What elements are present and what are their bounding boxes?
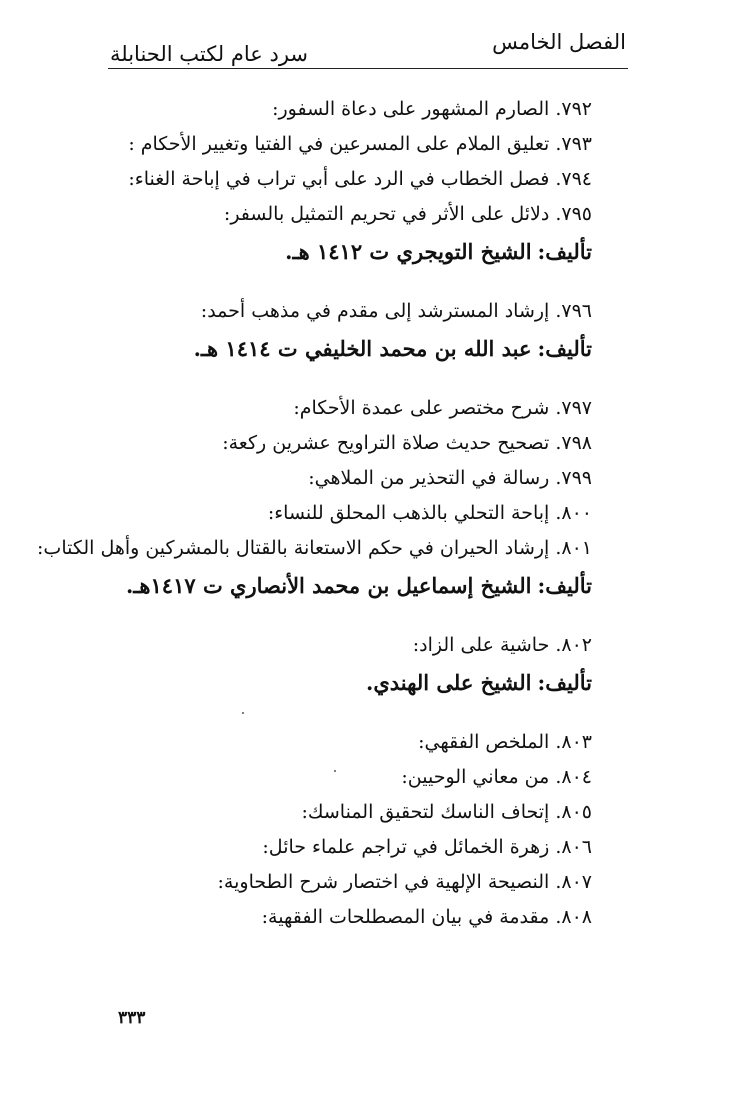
author-label: تأليف:	[537, 573, 592, 598]
item-title: زهرة الخمائل في تراجم علماء حائل:	[262, 836, 550, 858]
list-item	[112, 391, 592, 426]
item-number: ٧٩٨.	[555, 432, 592, 454]
item-number: ٧٩٢.	[555, 98, 592, 120]
list-item	[112, 496, 592, 531]
item-title: إرشاد الحيران في حكم الاستعانة بالقتال بالمشركين وأهل الكتاب:	[37, 537, 550, 559]
item-number: ٨٠٥.	[555, 801, 592, 823]
item-title: من معاني الوحيين:	[401, 766, 550, 788]
entry-group	[112, 725, 592, 935]
item-number: ٨٠٧.	[555, 871, 592, 893]
author-line	[112, 329, 592, 369]
running-header	[108, 28, 628, 69]
author-line	[112, 566, 592, 606]
list-item	[112, 127, 592, 162]
author-name: الشيخ على الهندي.	[366, 670, 532, 695]
list-item	[112, 760, 592, 795]
item-title: إباحة التحلي بالذهب المحلق للنساء:	[267, 502, 550, 524]
item-title: فصل الخطاب في الرد على أبي تراب في إباحة الغناء:	[128, 168, 550, 190]
item-number: ٧٩٩.	[555, 467, 592, 489]
item-number: ٧٩٥.	[555, 203, 592, 225]
author-name: الشيخ إسماعيل بن محمد الأنصاري ت ١٤١٧هـ.	[125, 573, 532, 598]
item-number: ٨٠٢.	[555, 634, 592, 656]
item-title: حاشية على الزاد:	[412, 634, 550, 656]
list-item	[112, 830, 592, 865]
item-title: إرشاد المسترشد إلى مقدم في مذهب أحمد:	[200, 300, 550, 322]
book-list	[37, 92, 592, 957]
list-item	[112, 628, 592, 663]
list-item	[112, 162, 592, 197]
item-number: ٧٩٣.	[555, 133, 592, 155]
item-title: النصيحة الإلهية في اختصار شرح الطحاوية:	[217, 871, 550, 893]
entry-group	[37, 391, 592, 606]
list-item	[112, 900, 592, 935]
author-line	[112, 232, 592, 272]
item-title: الملخص الفقهي:	[418, 731, 550, 753]
item-title: رسالة في التحذير من الملاهي:	[308, 467, 550, 489]
author-line	[112, 663, 592, 703]
author-label: تأليف:	[537, 670, 592, 695]
item-number: ٨٠٨.	[555, 906, 592, 928]
item-title: دلائل على الأثر في تحريم التمثيل بالسفر:	[223, 203, 550, 225]
entry-group	[112, 92, 592, 272]
item-title: تعليق الملام على المسرعين في الفتيا وتغيير الأحكام :	[128, 133, 550, 155]
list-item	[112, 294, 592, 329]
item-number: ٨٠٤.	[555, 766, 592, 788]
item-title: إتحاف الناسك لتحقيق المناسك:	[301, 801, 550, 823]
list-item	[112, 865, 592, 900]
page-number: ٣٣٣	[118, 1008, 146, 1028]
item-title: الصارم المشهور على دعاة السفور:	[272, 98, 550, 120]
author-name: عبد الله بن محمد الخليفي ت ١٤١٤ هـ.	[193, 336, 532, 361]
item-number: ٧٩٦.	[555, 300, 592, 322]
item-number: ٨٠٦.	[555, 836, 592, 858]
author-label: تأليف:	[537, 336, 592, 361]
item-title: شرح مختصر على عمدة الأحكام:	[293, 397, 550, 419]
item-title: مقدمة في بيان المصطلحات الفقهية:	[261, 906, 550, 928]
list-item	[112, 426, 592, 461]
list-item	[112, 92, 592, 127]
item-number: ٨٠١.	[555, 537, 592, 559]
author-label: تأليف:	[537, 239, 592, 264]
chapter-title: الفصل الخامس	[492, 30, 626, 54]
list-item	[112, 725, 592, 760]
list-item	[112, 197, 592, 232]
speck	[242, 712, 244, 714]
speck	[334, 770, 336, 772]
list-item	[112, 795, 592, 830]
item-number: ٧٩٧.	[555, 397, 592, 419]
section-title: سرد عام لكتب الحنابلة	[110, 42, 309, 66]
item-title: تصحيح حديث صلاة التراويح عشرين ركعة:	[222, 432, 550, 454]
entry-group	[112, 294, 592, 369]
item-number: ٨٠٣.	[555, 731, 592, 753]
entry-group	[112, 628, 592, 703]
item-number: ٧٩٤.	[555, 168, 592, 190]
list-item	[37, 531, 592, 566]
item-number: ٨٠٠.	[555, 502, 592, 524]
list-item	[112, 461, 592, 496]
author-name: الشيخ التويجري ت ١٤١٢ هـ.	[285, 239, 532, 264]
